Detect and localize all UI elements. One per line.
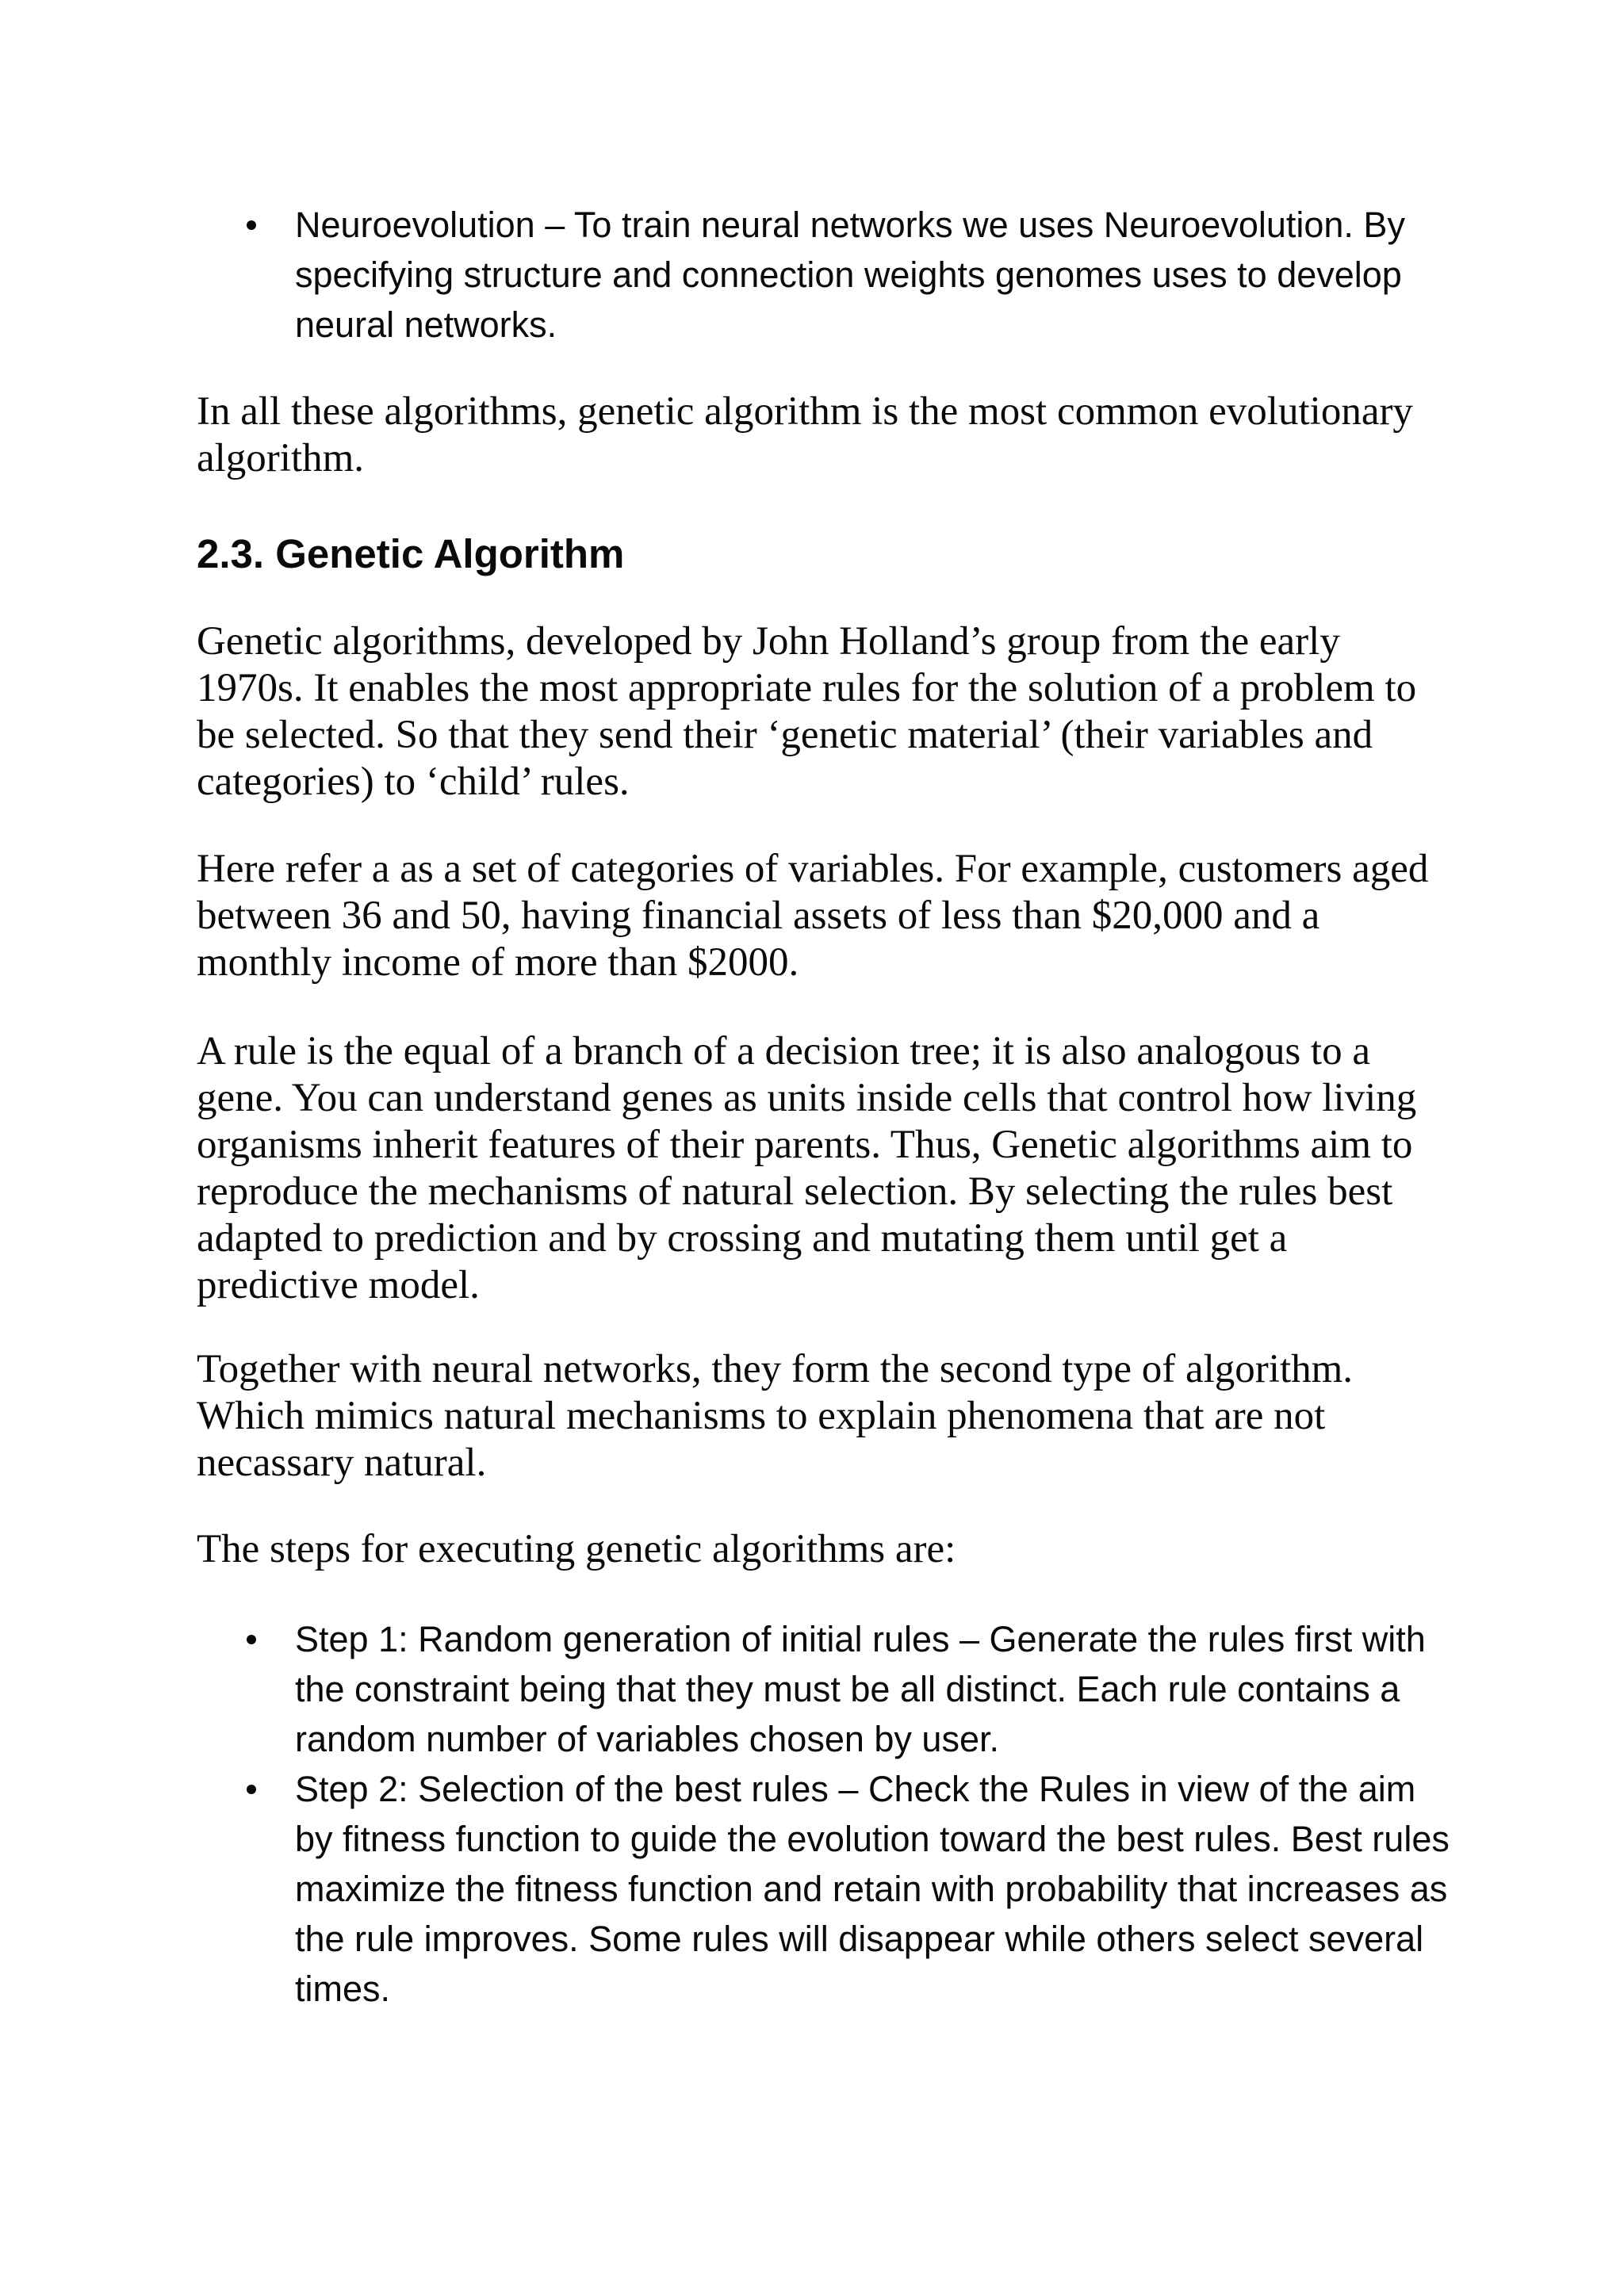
bullet-icon — [247, 1635, 256, 1644]
bullet-icon — [247, 220, 256, 230]
steps-bullet-list — [0, 1614, 1624, 2014]
paragraph-steps-intro: The steps for executing genetic algorithms are: — [197, 1527, 956, 1571]
list-item — [0, 1614, 1453, 1764]
paragraph-together: Together with neural networks, they form the second type of algorithm. Which mimics natural mechanisms to explain phenomena that are not necassary natural. — [197, 1347, 1354, 1485]
section-heading: 2.3. Genetic Algorithm — [197, 531, 625, 576]
list-item-text: Step 2: Selection of the best rules – Check the Rules in view of the aim by fitness function to guide the evolution toward the best rules. Best rules maximize the fitness function and retain with probability that increases as the rule improves. Some rules will disappear while others select several times. — [295, 1769, 1450, 2009]
paragraph-rule: A rule is the equal of a branch of a decision tree; it is also analogous to a gene. You can understand genes as units inside cells that control how living organisms inherit features of their parents. Thus, Genetic algorithms aim to reproduce the mechanisms of natural selection. By selecting the rules best adapted to prediction and by crossing and mutating them until get a predictive model. — [197, 1029, 1417, 1307]
bullet-icon — [247, 1785, 256, 1794]
paragraph-common-algorithm: In all these algorithms, genetic algorithm is the most common evolutionary algorithm. — [197, 389, 1413, 480]
list-item — [0, 1764, 1453, 2014]
intro-bullet-list — [0, 200, 1624, 350]
list-item-text: Neuroevolution – To train neural networks we uses Neuroevolution. By specifying structure and connection weights genomes uses to develop neural networks. — [295, 205, 1405, 345]
list-item-text: Step 1: Random generation of initial rules – Generate the rules first with the constraint being that they must be all distinct. Each rule contains a random number of variables chosen by user. — [295, 1619, 1426, 1759]
paragraph-categories: Here refer a as a set of categories of variables. For example, customers aged between 36 and 50, having financial assets of less than $20,000 and a monthly income of more than $2000. — [197, 847, 1429, 985]
paragraph-holland: Genetic algorithms, developed by John Holland’s group from the early 1970s. It enables the most appropriate rules for the solution of a problem to be selected. So that they send their ‘genetic material’ (their variables and categories) to ‘child’ rules. — [197, 619, 1417, 804]
list-item — [0, 200, 1453, 350]
